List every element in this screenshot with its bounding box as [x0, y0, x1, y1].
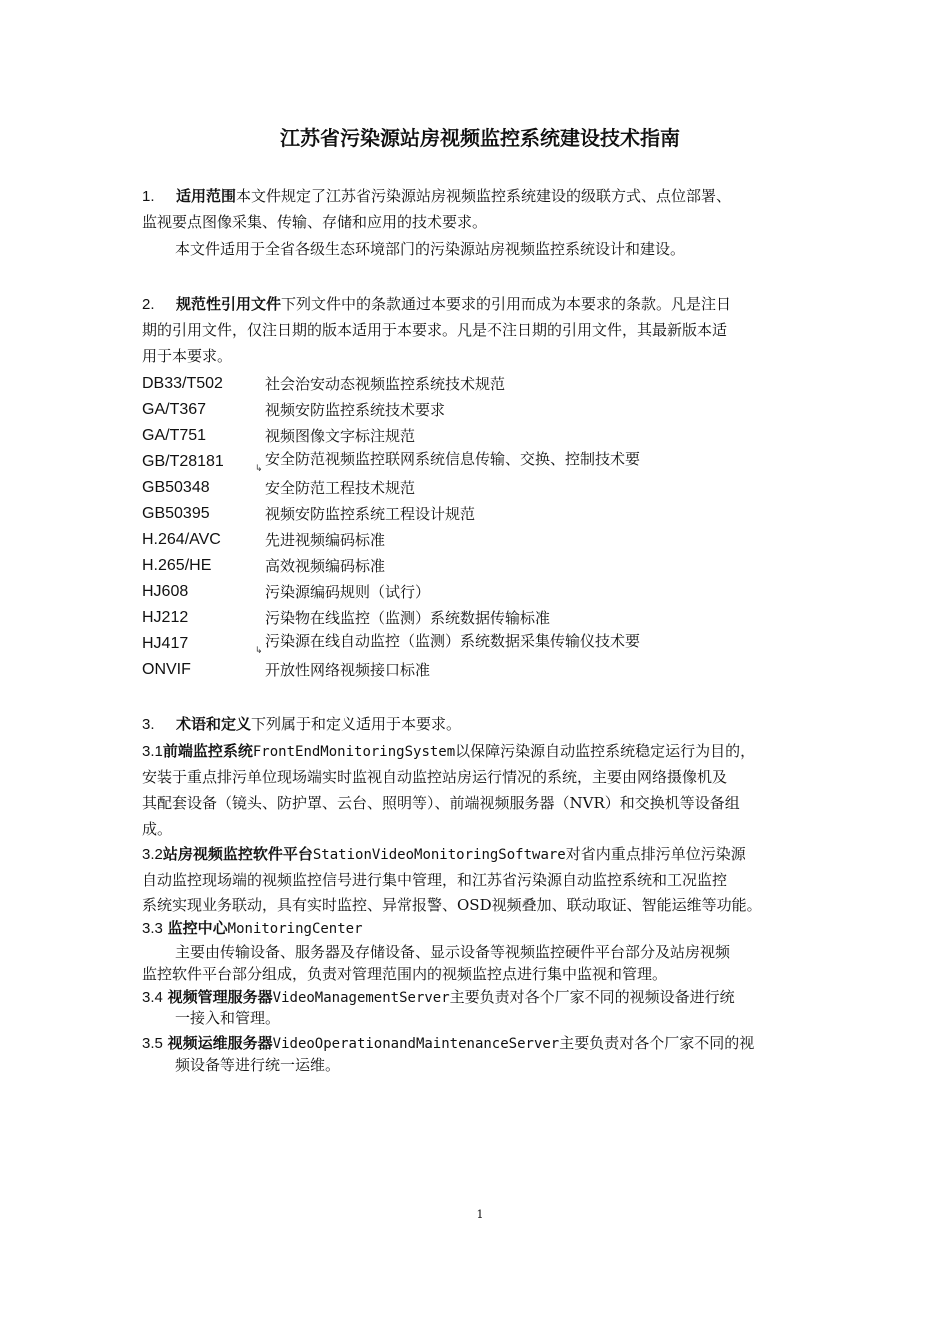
- ref-desc: 视频安防监控系统工程设计规范: [265, 505, 476, 523]
- ref-desc: 污染源在线自动监控（监测）系统数据采集传输仪技术要: [265, 632, 641, 650]
- section-2-heading: 规范性引用文件: [176, 295, 282, 313]
- ref-code: HJ417: [142, 635, 189, 652]
- ref-code: GB50395: [142, 505, 210, 522]
- ref-code: ONVIF: [142, 661, 191, 678]
- ref-code: H.264/AVC: [142, 531, 221, 548]
- section-3-line-1: [142, 714, 461, 735]
- term-3-2-heading: 站房视频监控软件平台: [162, 845, 313, 863]
- term-3-1-number: 3.1: [142, 743, 163, 760]
- section-1-heading: 适用范围: [176, 187, 237, 205]
- section-1-number: 1.: [142, 188, 155, 205]
- ref-row: [0, 530, 950, 552]
- ref-code: HJ608: [142, 583, 189, 600]
- ref-desc: 开放性网络视频接口标准: [265, 661, 431, 679]
- term-3-4-text-2: 一接入和管理。: [175, 1009, 281, 1027]
- section-2-number: 2.: [142, 296, 155, 313]
- term-3-2-text-2: 自动监控现场端的视频监控信号进行集中管理，和江苏省污染源自动监控系统和工况监控: [142, 871, 728, 889]
- term-3-2-text-1: 对省内重点排污单位污染源: [565, 845, 746, 863]
- page-number: 1: [476, 1208, 484, 1221]
- ref-code: GA/T367: [142, 401, 207, 418]
- ref-code: GB50348: [142, 479, 210, 496]
- ref-row: [0, 556, 950, 578]
- term-3-4-english: VideoManagementServer: [272, 990, 450, 1006]
- term-3-1-text-4: 成。: [142, 820, 173, 838]
- section-2-text-3: 用于本要求。: [142, 347, 233, 365]
- term-3-2-number: 3.2: [142, 846, 163, 863]
- ref-desc: 安全防范视频监控联网系统信息传输、交换、控制技术要: [265, 450, 641, 468]
- term-3-1-text-2: 安装于重点排污单位现场端实时监视自动监控站房运行情况的系统，主要由网络摄像机及: [142, 768, 728, 786]
- overflow-mark-icon: ↳: [255, 464, 263, 474]
- term-3-5-text-2: 频设备等进行统一运维。: [175, 1056, 341, 1074]
- ref-code: DB33/T502: [142, 375, 223, 392]
- section-2-text-1: 下列文件中的条款通过本要求的引用而成为本要求的条款。凡是注日: [281, 295, 732, 313]
- term-3-5-english: VideoOperationandMaintenanceServer: [272, 1036, 560, 1052]
- ref-row: [0, 504, 950, 526]
- ref-row: [0, 400, 950, 422]
- term-3-4-number: 3.4: [142, 989, 163, 1006]
- term-3-1-line-1: [142, 741, 755, 762]
- ref-row: [0, 452, 950, 474]
- term-3-3-text-2: 监控软件平台部分组成，负责对管理范围内的视频监控点进行集中监视和管理。: [142, 965, 668, 983]
- term-3-3-line-1: [142, 918, 363, 939]
- section-1-text-3: 本文件适用于全省各级生态环境部门的污染源站房视频监控系统设计和建设。: [175, 240, 686, 258]
- section-1-line-1: [142, 186, 731, 207]
- ref-row: [0, 634, 950, 656]
- term-3-5-number: 3.5: [142, 1035, 163, 1052]
- term-3-3-number: 3.3: [142, 920, 163, 937]
- ref-row: [0, 660, 950, 682]
- term-3-3-heading: 监控中心: [167, 919, 228, 937]
- term-3-5-text-1: 主要负责对各个厂家不同的视: [559, 1034, 755, 1052]
- ref-desc: 视频图像文字标注规范: [265, 427, 416, 445]
- ref-row: [0, 426, 950, 448]
- ref-code: HJ212: [142, 609, 189, 626]
- ref-desc: 污染物在线监控（监测）系统数据传输标准: [265, 609, 551, 627]
- term-3-1-heading: 前端监控系统: [162, 742, 253, 760]
- term-3-1-text-3: 其配套设备（镜头、防护罩、云台、照明等）、前端视频服务器（NVR）和交换机等设备组: [142, 794, 740, 812]
- section-1-text-2: 监视要点图像采集、传输、存储和应用的技术要求。: [142, 213, 488, 231]
- term-3-3-english: MonitoringCenter: [227, 921, 363, 937]
- term-3-4-heading: 视频管理服务器: [167, 988, 273, 1006]
- section-3-number: 3.: [142, 716, 155, 733]
- ref-desc: 视频安防监控系统技术要求: [265, 401, 446, 419]
- term-3-5-heading: 视频运维服务器: [167, 1034, 273, 1052]
- term-3-1-english: FrontEndMonitoringSystem: [252, 744, 456, 760]
- section-2-line-1: [142, 294, 731, 315]
- ref-desc: 社会治安动态视频监控系统技术规范: [265, 375, 506, 393]
- term-3-2-line-1: [142, 844, 746, 865]
- ref-row: [0, 478, 950, 500]
- term-3-4-line-1: [142, 987, 735, 1008]
- ref-desc: 高效视频编码标准: [265, 557, 386, 575]
- term-3-2-english: StationVideoMonitoringSoftware: [312, 847, 566, 863]
- ref-desc: 安全防范工程技术规范: [265, 479, 416, 497]
- ref-row: [0, 608, 950, 630]
- section-1-text-1: 本文件规定了江苏省污染源站房视频监控系统建设的级联方式、点位部署、: [236, 187, 732, 205]
- overflow-mark-icon: ↳: [255, 646, 263, 656]
- ref-row: [0, 582, 950, 604]
- section-3-text: 下列属于和定义适用于本要求。: [251, 715, 462, 733]
- term-3-4-text-1: 主要负责对各个厂家不同的视频设备进行统: [449, 988, 735, 1006]
- term-3-1-text-1: 以保障污染源自动监控系统稳定运行为目的，: [455, 742, 756, 760]
- ref-code: GB/T28181: [142, 453, 224, 470]
- term-3-5-line-1: [142, 1033, 754, 1054]
- document-title: 江苏省污染源站房视频监控系统建设技术指南: [280, 126, 680, 150]
- ref-code: H.265/HE: [142, 557, 212, 574]
- term-3-3-text-1: 主要由传输设备、服务器及存储设备、显示设备等视频监控硬件平台部分及站房视频: [175, 943, 731, 961]
- ref-code: GA/T751: [142, 427, 207, 444]
- section-3-heading: 术语和定义: [176, 715, 252, 733]
- ref-desc: 污染源编码规则（试行）: [265, 583, 431, 601]
- section-2-text-2: 期的引用文件，仅注日期的版本适用于本要求。凡是不注日期的引用文件，其最新版本适: [142, 321, 728, 339]
- term-3-2-text-3: 系统实现业务联动，具有实时监控、异常报警、OSD视频叠加、联动取证、智能运维等功能。: [142, 896, 762, 914]
- ref-row: [0, 374, 950, 396]
- ref-desc: 先进视频编码标准: [265, 531, 386, 549]
